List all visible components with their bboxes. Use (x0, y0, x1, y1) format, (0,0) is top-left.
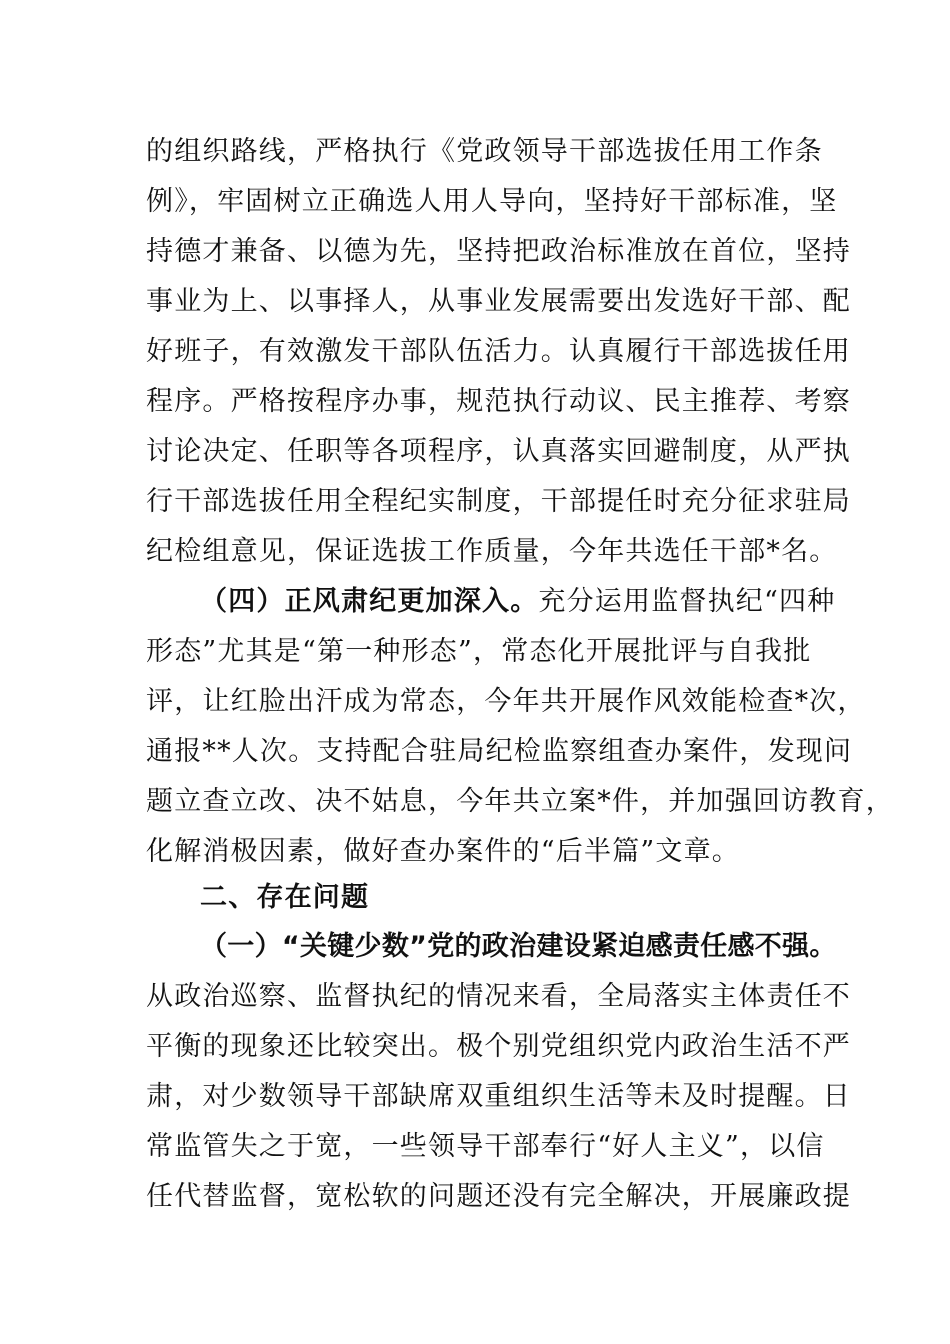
body-line: 从政治巡察、监督执纪的情况来看，全局落实主体责任不 (146, 981, 851, 1012)
body-line: 平衡的现象还比较突出。极个别党组织党内政治生活不严 (146, 1031, 851, 1062)
body-line: 通报**人次。支持配合驻局纪检监察组查办案件，发现问 (146, 736, 853, 767)
section-4-first-line (200, 577, 835, 627)
body-line: 的组织路线，严格执行《党政领导干部选拔任用工作条 (146, 136, 823, 167)
body-line: 讨论决定、任职等各项程序，认真落实回避制度，从严执 (146, 436, 851, 467)
body-line: 任代替监督，宽松软的问题还没有完全解决，开展廉政提 (146, 1181, 851, 1212)
problem-1-heading: （一）“关键少数”党的政治建设紧迫感责任感不强。 (200, 931, 837, 962)
body-line: 形态”尤其是“第一种形态”，常态化开展批评与自我批 (146, 636, 812, 667)
body-line: 事业为上、以事择人，从事业发展需要出发选好干部、配 (146, 286, 851, 317)
section-4-heading: （四）正风肃纪更加深入。 (200, 586, 539, 617)
body-line: 题立查立改、决不姑息，今年共立案*件，并加强回访教育， (146, 786, 894, 817)
body-line: 评，让红脸出汗成为常态，今年共开展作风效能检查*次， (146, 686, 866, 717)
body-line: 化解消极因素，做好查办案件的“后半篇”文章。 (146, 836, 741, 867)
body-line: 程序。严格按程序办事，规范执行动议、民主推荐、考察 (146, 386, 851, 417)
section-4-text: 充分运用监督执纪“四种 (538, 586, 836, 617)
body-line: 好班子，有效激发干部队伍活力。认真履行干部选拔任用 (146, 336, 851, 367)
body-line: 持德才兼备、以德为先，坚持把政治标准放在首位，坚持 (146, 236, 851, 267)
body-line: 纪检组意见，保证选拔工作质量，今年共选任干部*名。 (146, 536, 838, 567)
body-line: 肃，对少数领导干部缺席双重组织生活等未及时提醒。日 (146, 1081, 851, 1112)
body-line: 例》，牢固树立正确选人用人导向，坚持好干部标准，坚 (146, 186, 838, 217)
body-line: 行干部选拔任用全程纪实制度，干部提任时充分征求驻局 (146, 486, 851, 517)
problems-heading: 二、存在问题 (200, 882, 370, 913)
body-line: 常监管失之于宽，一些领导干部奉行“好人主义”，以信 (146, 1131, 825, 1162)
